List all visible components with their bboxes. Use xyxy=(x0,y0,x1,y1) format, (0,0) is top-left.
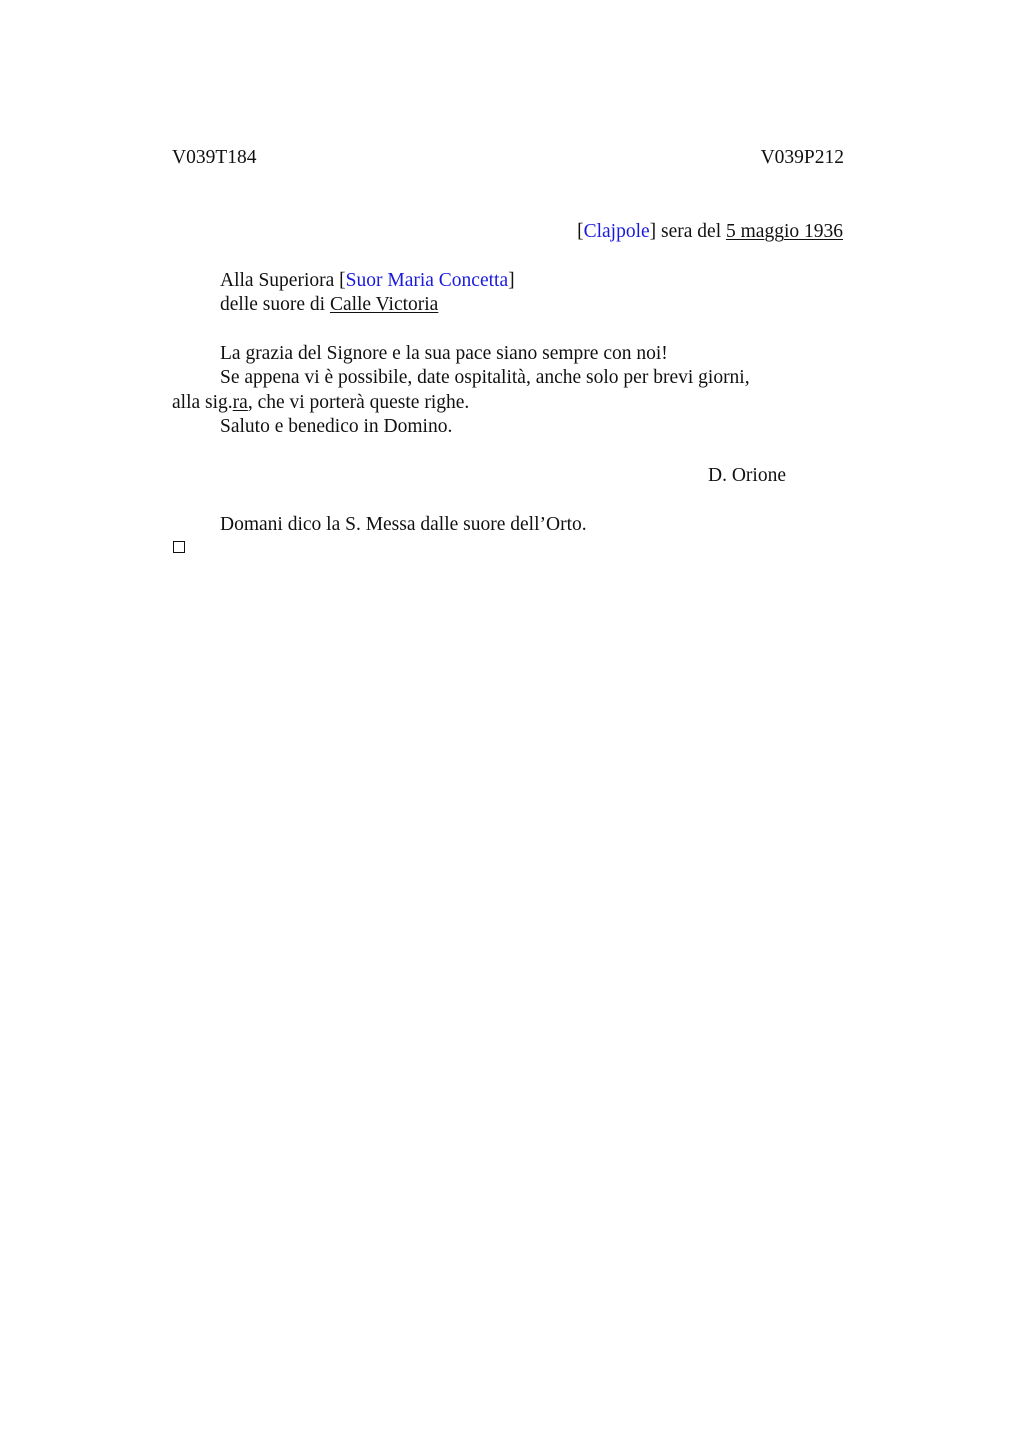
signature: D. Orione xyxy=(708,465,786,486)
body-paragraph-2-line-1: Se appena vi è possibile, date ospitalità, anche solo per brevi giorni, xyxy=(220,367,750,388)
body-p2-part-a: alla sig. xyxy=(172,392,233,413)
address-recipient-name: Suor Maria Concetta xyxy=(345,270,509,291)
address-place: Calle Victoria xyxy=(329,294,439,315)
address-line-2 xyxy=(220,293,438,317)
dateline-bracket-open: [ xyxy=(577,221,584,242)
dateline-bracket-close: ] xyxy=(649,221,657,242)
dateline-place: Clajpole xyxy=(583,221,650,242)
address-line2-prefix: delle suore di xyxy=(220,294,330,315)
postscript: Domani dico la S. Messa dalle suore dell’Orto. xyxy=(220,514,587,535)
dateline-middle: sera del xyxy=(656,221,726,242)
end-marker-box xyxy=(173,541,185,553)
body-paragraph-3: Saluto e benedico in Domino. xyxy=(220,416,453,437)
body-p2-part-c: , che vi porterà queste righe. xyxy=(247,392,470,413)
body-paragraph-2-line-2 xyxy=(172,391,469,415)
dateline-date: 5 maggio 1936 xyxy=(726,221,843,242)
body-p2-part-b: ra xyxy=(232,392,248,413)
body-paragraph-1: La grazia del Signore e la sua pace siano sempre con noi! xyxy=(220,343,668,364)
address-line-1 xyxy=(220,269,515,293)
header-left-code: V039T184 xyxy=(172,147,257,168)
address-line1-suffix: ] xyxy=(508,270,515,291)
header-right-code: V039P212 xyxy=(760,147,844,168)
dateline xyxy=(577,220,843,244)
address-line1-prefix: Alla Superiora [ xyxy=(220,270,346,291)
